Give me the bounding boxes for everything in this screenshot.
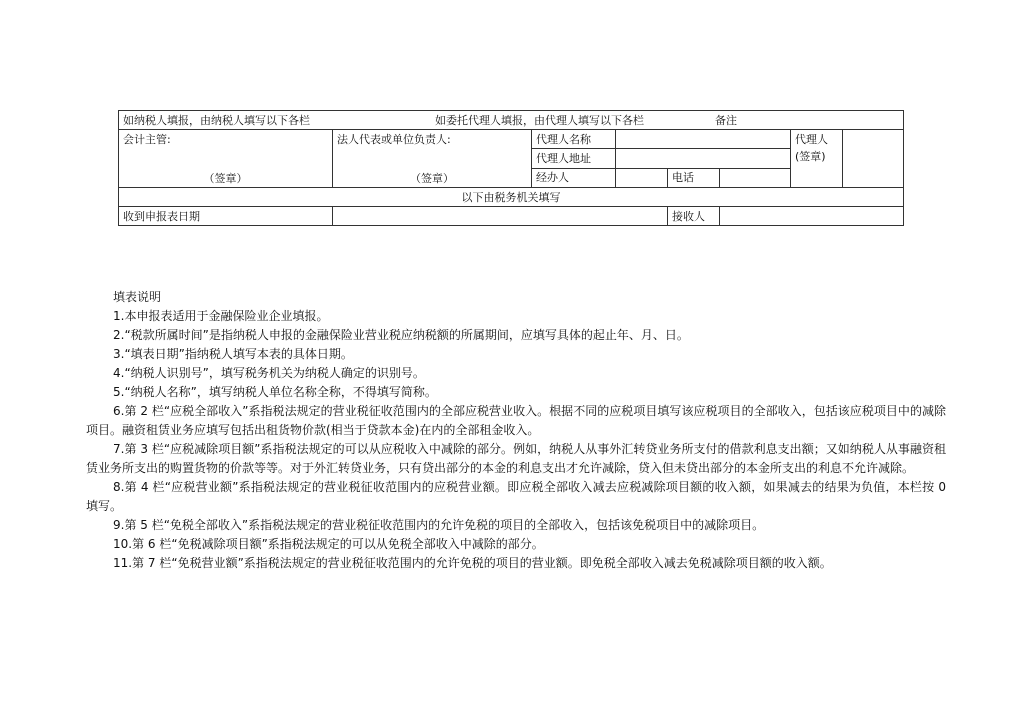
instruction-item: 5.“纳税人名称”，填写纳税人单位名称全称，不得填写简称。 [113,385,437,399]
instruction-item: 10.第 6 栏“免税减除项目额”系指税法规定的可以从免税全部收入中减除的部分。 [113,537,544,551]
agent-seal-line1: 代理人 [795,133,828,146]
phone-label: 电话 [668,168,720,187]
instruction-item: 2.“税款所属时间”是指纳税人申报的金融保险业营业税应纳税额的所属期间，应填写具体的起止年、月、日。 [113,328,689,342]
accountant-seal: （签章） [203,172,248,185]
table-header-row [119,111,904,130]
instruction-item: 11.第 7 栏“免税营业额”系指税法规定的营业税征收范围内的允许免税的项目的营业额。即免税全部收入减去免税减除项目额的收入额。 [113,556,832,570]
instructions-title: 填表说明 [113,290,162,304]
receipt-row [119,207,904,226]
agent-seal-line2: (签章) [795,150,826,163]
agent-name-label: 代理人名称 [532,130,616,149]
taxpayer-header: 如纳税人填报，由纳税人填写以下各栏 [123,113,310,127]
agent-seal-label [795,130,838,163]
legal-rep-seal: （签章） [410,172,454,185]
agent-header: 如委托代理人填报，由代理人填写以下各栏 [435,113,644,127]
tax-declaration-signature-table [118,110,904,226]
legal-rep-cell[interactable] [333,130,532,188]
receiver-field[interactable] [720,207,904,226]
signature-row-1 [119,130,904,149]
instruction-item: 7.第 3 栏“应税减除项目额”系指税法规定的可以从应税收入中减除的部分。例如，纳税人从事外汇转贷业务所支付的借款利息支出额；又如纳税人从事融资租赁业务所支出的购置货物的价款等等。对于外汇转贷业务，只有贷出部分的本金的利息支出才允许减除，贷入但未贷出部分的本金所支出的利息不允许减除。 [86,442,946,475]
remark-field[interactable] [843,130,904,188]
header-cell [119,111,904,130]
receive-date-field[interactable] [333,207,668,226]
phone-field[interactable] [720,168,791,187]
agent-address-label: 代理人地址 [532,149,616,168]
tax-office-header: 以下由税务机关填写 [119,188,904,207]
accountant-cell[interactable] [119,130,333,188]
handler-label: 经办人 [532,168,616,187]
instruction-item: 8.第 4 栏“应税营业额”系指税法规定的营业税征收范围内的应税营业额。即应税全部收入减去应税减除项目额的收入额，如果减去的结果为负值，本栏按 0 填写。 [86,480,946,513]
agent-seal-cell[interactable] [791,130,843,188]
instruction-item: 4.“纳税人识别号”，填写税务机关为纳税人确定的识别号。 [113,366,425,380]
remark-header: 备注 [715,113,737,127]
receiver-label: 接收人 [668,207,720,226]
legal-rep-label: 法人代表或单位负责人: [337,133,451,146]
instruction-item: 9.第 5 栏“免税全部收入”系指税法规定的营业税征收范围内的允许免税的项目的全部收入，包括该免税项目中的减除项目。 [113,518,765,532]
instruction-item: 3.“填表日期”指纳税人填写本表的具体日期。 [113,347,353,361]
accountant-label: 会计主管: [123,133,171,146]
filling-instructions [86,288,946,573]
instruction-item: 1.本申报表适用于金融保险业企业填报。 [113,309,329,323]
tax-office-header-row [119,188,904,207]
agent-name-field[interactable] [616,130,791,149]
instruction-item: 6.第 2 栏“应税全部收入”系指税法规定的营业税征收范围内的全部应税营业收入。根据不同的应税项目填写该应税项目的全部收入，包括该应税项目中的减除项目。融资租赁业务应填写包括出租货物价款(相当于贷款本金)在内的全部租金收入。 [86,404,946,437]
receive-date-label: 收到申报表日期 [119,207,333,226]
agent-address-field[interactable] [616,149,791,168]
handler-field[interactable] [616,168,668,187]
